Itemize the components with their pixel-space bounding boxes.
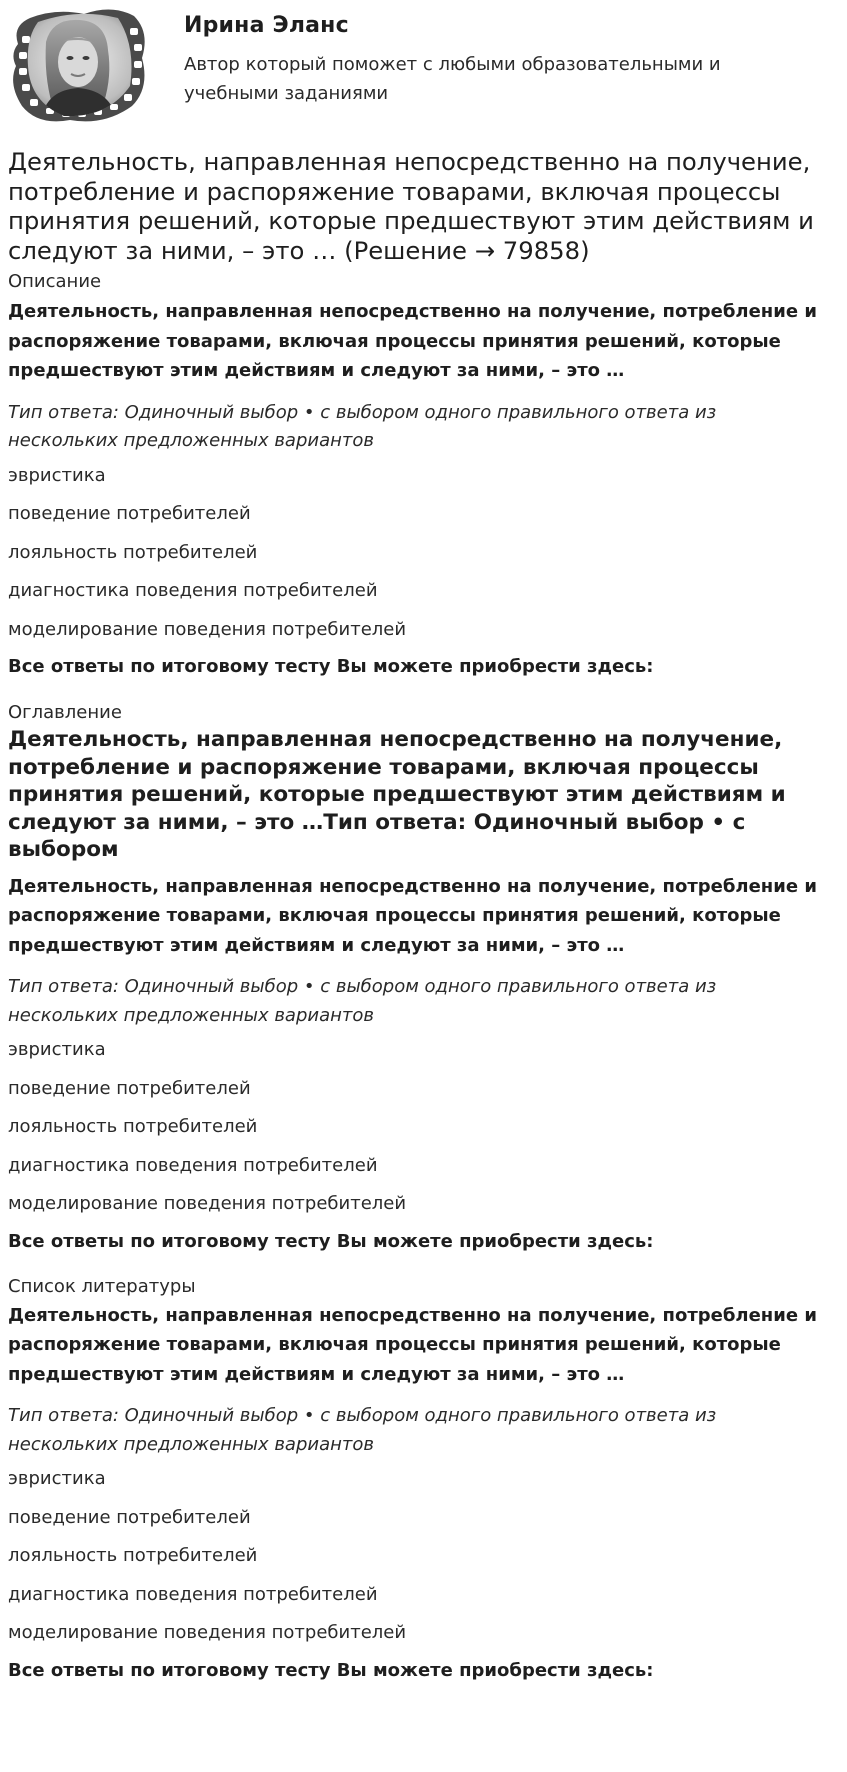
film-reel-portrait-icon[interactable] [8,6,151,126]
option-item: диагностика поведения потребителей [8,1583,378,1605]
option-item: поведение потребителей [8,503,251,524]
option-item: поведение потребителей [8,1506,251,1528]
page [8,0,828,1683]
description-section [8,271,828,679]
page-title: Деятельность, направленная непосредственно на получение, потребление и распоряжение товарами, включая процессы принятия решений, которые предшествуют этим действиям и следуют за ними, – это … (Решение → 79858) [8,147,814,265]
options-list [8,1038,828,1216]
option-item: лояльность потребителей [8,541,258,563]
question-text: Деятельность, направленная непосредственно на получение, потребление и распоряжение товарами, включая процессы принятия решений, которые предшествуют этим действиям и следуют за ними, – это … [8,875,817,956]
option-item: эвристика [8,1039,106,1060]
toc-section [8,702,828,1254]
answer-type: Тип ответа: Одиночный выбор • с выбором одного правильного ответа из нескольких предложенных вариантов [8,401,717,451]
answer-type: Тип ответа: Одиночный выбор • с выбором одного правильного ответа из нескольких предложенных вариантов [8,976,717,1026]
question-text: Деятельность, направленная непосредственно на получение, потребление и распоряжение товарами, включая процессы принятия решений, которые предшествуют этим действиям и следуют за ними, – это … [8,301,817,381]
section-label-toc: Оглавление [8,702,122,723]
option-item: моделирование поведения потребителей [8,1622,407,1643]
options-list [8,464,828,642]
option-item: диагностика поведения потребителей [8,1154,378,1176]
option-item: лояльность потребителей [8,1116,258,1137]
option-item: лояльность потребителей [8,1545,258,1566]
toc-heading: Деятельность, направленная непосредственно на получение, потребление и распоряжение товарами, включая процессы принятия решений, которые предшествуют этим действиям и следуют за ними, – это …Тип ответа: Одиночный выбор • с выбором [8,727,786,862]
option-item: моделирование поведения потребителей [8,1193,407,1214]
answer-type: Тип ответа: Одиночный выбор • с выбором одного правильного ответа из нескольких предложенных вариантов [8,1405,717,1455]
option-item: диагностика поведения потребителей [8,580,378,601]
section-label-description: Описание [8,271,102,292]
author-description: Автор который поможет с любыми образовательными и учебными заданиями [184,54,721,104]
option-item: моделирование поведения потребителей [8,618,407,640]
section-label-literature: Список литературы [8,1275,196,1297]
option-item: поведение потребителей [8,1077,251,1099]
question-text: Деятельность, направленная непосредственно на получение, потребление и распоряжение товарами, включая процессы принятия решений, которые предшествуют этим действиям и следуют за ними, – это … [8,1304,817,1385]
author-card [8,0,828,130]
option-item: эвристика [8,1468,106,1489]
literature-section [8,1276,828,1683]
buy-answers-text: Все ответы по итоговому тесту Вы можете приобрести здесь: [8,1230,654,1252]
buy-answers-text: Все ответы по итоговому тесту Вы можете приобрести здесь: [8,656,654,677]
author-name[interactable]: Ирина Эланс [184,13,349,38]
buy-answers-text: Все ответы по итоговому тесту Вы можете приобрести здесь: [8,1659,654,1681]
option-item: эвристика [8,464,106,486]
options-list [8,1467,828,1645]
